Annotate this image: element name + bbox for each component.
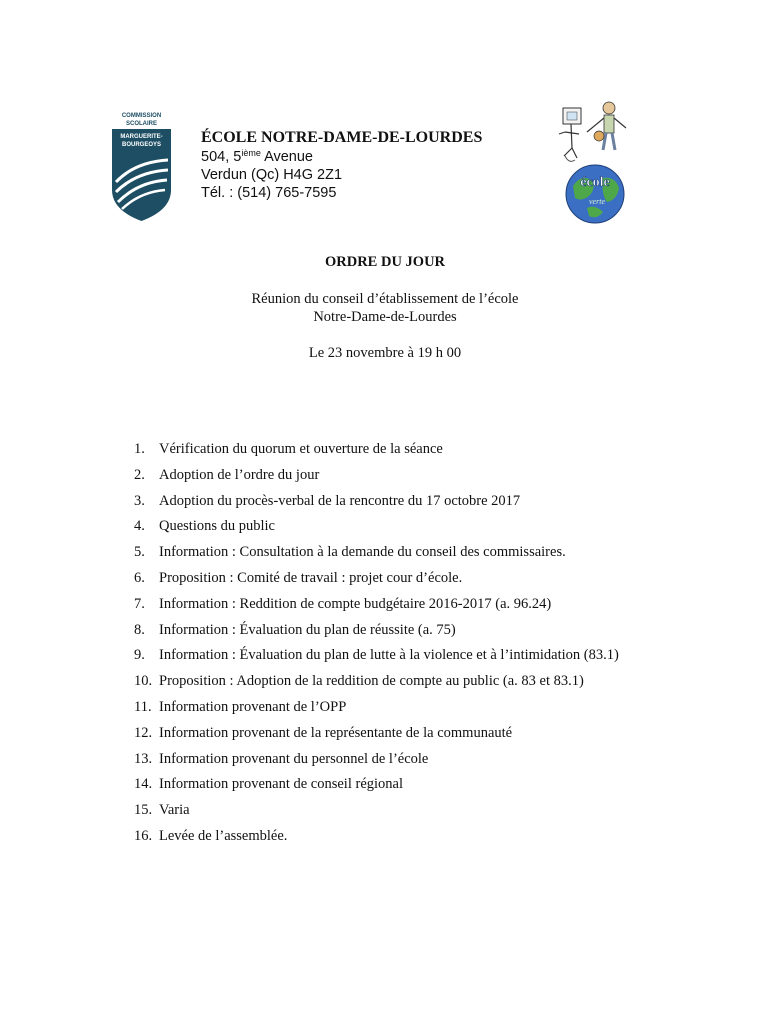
agenda-item [134, 514, 619, 540]
agenda-item-text: Vérification du quorum et ouverture de la séance [159, 441, 443, 457]
agenda-item-number: 6. [134, 569, 145, 586]
agenda-item-number: 2. [134, 466, 145, 483]
agenda-item-text: Adoption de l’ordre du jour [159, 466, 320, 483]
agenda-item-text: Information : Évaluation du plan de réussite (a. 75) [159, 621, 456, 638]
address-superscript: ième [241, 148, 261, 158]
school-address [201, 148, 482, 166]
agenda-item-number: 12. [134, 724, 153, 741]
agenda-list [134, 437, 619, 850]
logo-word-verte: verte [589, 197, 605, 206]
address-number: 504, 5 [201, 149, 242, 165]
agenda-item-number: 9. [134, 647, 145, 664]
agenda-item-number: 1. [134, 441, 145, 457]
agenda-item [134, 772, 619, 798]
agenda-item [134, 721, 619, 747]
logo-text-scolaire: SCOLAIRE [125, 121, 158, 127]
address-street: Avenue [260, 149, 313, 165]
logo-word-ecole: école [580, 175, 610, 190]
logo-text-marguerite: MARGUERITE- [120, 134, 163, 140]
agenda-item [134, 695, 619, 721]
agenda-item [134, 643, 619, 669]
agenda-item [134, 489, 619, 515]
agenda-item-text: Proposition : Adoption de la reddition de compte au public (a. 83 et 83.1) [159, 673, 584, 690]
agenda-item [134, 463, 619, 489]
agenda-item-text: Information : Évaluation du plan de lutte à la violence et à l’intimidation (83.1) [159, 647, 619, 664]
agenda-item [134, 747, 619, 773]
commission-scolaire-logo [110, 110, 173, 222]
agenda-item-number: 15. [134, 802, 153, 819]
agenda-item-number: 3. [134, 492, 145, 509]
meeting-description [0, 290, 770, 326]
agenda-item-number: 5. [134, 544, 145, 561]
agenda-item-text: Levée de l’assemblée. [159, 827, 288, 844]
agenda-item-text: Information provenant de la représentante de la communauté [159, 724, 513, 741]
agenda-item-number: 8. [134, 621, 145, 638]
meeting-line-1: Réunion du conseil d’établissement de l’école [251, 291, 519, 307]
agenda-item-number: 4. [134, 518, 145, 535]
agenda-item-number: 13. [134, 750, 153, 767]
agenda-item [134, 618, 619, 644]
agenda-item [134, 798, 619, 824]
meeting-date: Le 23 novembre à 19 h 00 [308, 345, 462, 361]
logo-text-commission: COMMISSION [121, 113, 162, 119]
ecole-verte-logo [551, 98, 639, 224]
school-phone: Tél. : (514) 765-7595 [201, 185, 337, 201]
agenda-item-number: 16. [134, 827, 153, 844]
agenda-item-text: Information provenant du personnel de l’école [159, 750, 429, 767]
school-name: ÉCOLE NOTRE-DAME-DE-LOURDES [201, 129, 483, 146]
logo-text-bourgeoys: BOURGEOYS [121, 142, 162, 148]
agenda-item [134, 592, 619, 618]
agenda-item-number: 10. [134, 673, 153, 690]
school-header [201, 128, 482, 202]
agenda-item [134, 540, 619, 566]
agenda-item [134, 566, 619, 592]
agenda-title: ORDRE DU JOUR [324, 254, 446, 270]
agenda-item [134, 824, 619, 850]
agenda-item-text: Adoption du procès-verbal de la rencontre du 17 octobre 2017 [159, 492, 521, 509]
meeting-line-2: Notre-Dame-de-Lourdes [313, 309, 457, 325]
agenda-item-number: 7. [134, 595, 145, 612]
agenda-item-text: Information : Consultation à la demande du conseil des commissaires. [159, 544, 566, 561]
school-city: Verdun (Qc) H4G 2Z1 [201, 167, 343, 183]
agenda-item-text: Information provenant de l’OPP [159, 698, 347, 715]
agenda-item-number: 11. [134, 698, 152, 715]
agenda-item [134, 669, 619, 695]
agenda-item-text: Proposition : Comité de travail : projet cour d’école. [159, 569, 463, 586]
agenda-item-text: Information : Reddition de compte budgétaire 2016-2017 (a. 96.24) [159, 595, 552, 612]
agenda-item-text: Information provenant de conseil régional [159, 776, 404, 793]
agenda-item-text: Questions du public [159, 518, 275, 535]
agenda-item-text: Varia [159, 802, 190, 819]
agenda-item-number: 14. [134, 776, 153, 793]
agenda-item [134, 437, 619, 463]
